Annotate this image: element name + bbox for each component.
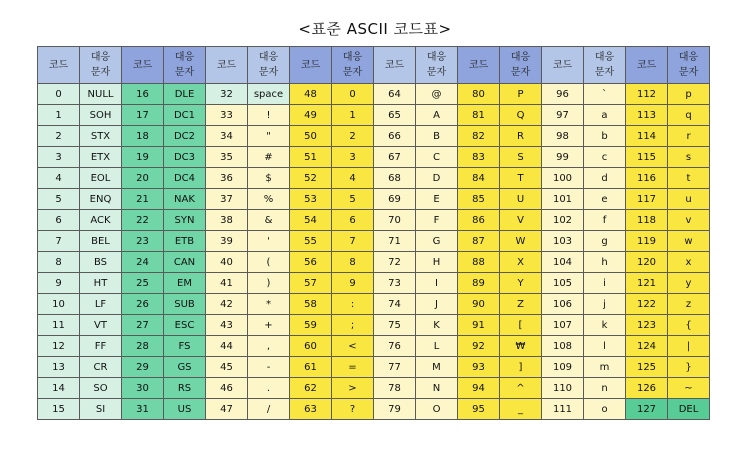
char-cell: d <box>584 168 626 189</box>
char-cell: R <box>500 126 542 147</box>
char-cell: Q <box>500 105 542 126</box>
char-cell: DC2 <box>164 126 206 147</box>
char-cell: U <box>500 189 542 210</box>
code-cell: 115 <box>626 147 668 168</box>
char-cell: S <box>500 147 542 168</box>
code-cell: 8 <box>38 252 80 273</box>
char-cell: 3 <box>332 147 374 168</box>
header-code: 코드 <box>626 47 668 84</box>
char-cell: } <box>668 357 710 378</box>
char-cell: Y <box>500 273 542 294</box>
char-cell: ETB <box>164 231 206 252</box>
char-cell: ACK <box>80 210 122 231</box>
code-cell: 98 <box>542 126 584 147</box>
code-cell: 26 <box>122 294 164 315</box>
code-cell: 97 <box>542 105 584 126</box>
char-cell: CAN <box>164 252 206 273</box>
code-cell: 101 <box>542 189 584 210</box>
char-cell: SO <box>80 378 122 399</box>
code-cell: 22 <box>122 210 164 231</box>
table-row <box>38 378 710 399</box>
code-cell: 83 <box>458 147 500 168</box>
code-cell: 13 <box>38 357 80 378</box>
code-cell: 71 <box>374 231 416 252</box>
code-cell: 67 <box>374 147 416 168</box>
code-cell: 72 <box>374 252 416 273</box>
code-cell: 60 <box>290 336 332 357</box>
code-cell: 119 <box>626 231 668 252</box>
code-cell: 103 <box>542 231 584 252</box>
char-cell: | <box>668 336 710 357</box>
char-cell: J <box>416 294 458 315</box>
header-char: 대응 문자 <box>668 47 710 84</box>
char-cell: v <box>668 210 710 231</box>
code-cell: 59 <box>290 315 332 336</box>
char-cell: q <box>668 105 710 126</box>
char-cell: ` <box>584 84 626 105</box>
code-cell: 29 <box>122 357 164 378</box>
char-cell: m <box>584 357 626 378</box>
table-row <box>38 273 710 294</box>
char-cell: * <box>248 294 290 315</box>
table-row <box>38 168 710 189</box>
header-code: 코드 <box>458 47 500 84</box>
header-char: 대응 문자 <box>500 47 542 84</box>
code-cell: 92 <box>458 336 500 357</box>
char-cell: VT <box>80 315 122 336</box>
code-cell: 1 <box>38 105 80 126</box>
header-char: 대응 문자 <box>164 47 206 84</box>
char-cell: r <box>668 126 710 147</box>
char-cell: f <box>584 210 626 231</box>
code-cell: 69 <box>374 189 416 210</box>
char-cell: + <box>248 315 290 336</box>
code-cell: 46 <box>206 378 248 399</box>
table-row <box>38 252 710 273</box>
code-cell: 44 <box>206 336 248 357</box>
code-cell: 120 <box>626 252 668 273</box>
code-cell: 31 <box>122 399 164 420</box>
char-cell: FS <box>164 336 206 357</box>
char-cell: 5 <box>332 189 374 210</box>
code-cell: 91 <box>458 315 500 336</box>
char-cell: SOH <box>80 105 122 126</box>
code-cell: 4 <box>38 168 80 189</box>
char-cell: = <box>332 357 374 378</box>
code-cell: 57 <box>290 273 332 294</box>
char-cell: t <box>668 168 710 189</box>
code-cell: 87 <box>458 231 500 252</box>
table-row <box>38 210 710 231</box>
code-cell: 95 <box>458 399 500 420</box>
code-cell: 125 <box>626 357 668 378</box>
code-cell: 79 <box>374 399 416 420</box>
code-cell: 124 <box>626 336 668 357</box>
char-cell: EOL <box>80 168 122 189</box>
table-row <box>38 336 710 357</box>
code-cell: 21 <box>122 189 164 210</box>
char-cell: C <box>416 147 458 168</box>
char-cell: b <box>584 126 626 147</box>
char-cell: > <box>332 378 374 399</box>
char-cell: CR <box>80 357 122 378</box>
char-cell: DEL <box>668 399 710 420</box>
code-cell: 65 <box>374 105 416 126</box>
code-cell: 117 <box>626 189 668 210</box>
header-char: 대응 문자 <box>248 47 290 84</box>
char-cell: K <box>416 315 458 336</box>
code-cell: 49 <box>290 105 332 126</box>
char-cell: k <box>584 315 626 336</box>
code-cell: 24 <box>122 252 164 273</box>
char-cell: ESC <box>164 315 206 336</box>
code-cell: 48 <box>290 84 332 105</box>
code-cell: 7 <box>38 231 80 252</box>
code-cell: 64 <box>374 84 416 105</box>
code-cell: 23 <box>122 231 164 252</box>
code-cell: 41 <box>206 273 248 294</box>
header-char: 대응 문자 <box>416 47 458 84</box>
header-code: 코드 <box>374 47 416 84</box>
code-cell: 109 <box>542 357 584 378</box>
char-cell: NAK <box>164 189 206 210</box>
code-cell: 32 <box>206 84 248 105</box>
code-cell: 0 <box>38 84 80 105</box>
code-cell: 66 <box>374 126 416 147</box>
header-code: 코드 <box>542 47 584 84</box>
code-cell: 27 <box>122 315 164 336</box>
char-cell: 8 <box>332 252 374 273</box>
code-cell: 121 <box>626 273 668 294</box>
char-cell: < <box>332 336 374 357</box>
code-cell: 2 <box>38 126 80 147</box>
code-cell: 42 <box>206 294 248 315</box>
code-cell: 123 <box>626 315 668 336</box>
code-cell: 105 <box>542 273 584 294</box>
code-cell: 56 <box>290 252 332 273</box>
table-row <box>38 315 710 336</box>
char-cell: c <box>584 147 626 168</box>
code-cell: 107 <box>542 315 584 336</box>
header-code: 코드 <box>206 47 248 84</box>
code-cell: 90 <box>458 294 500 315</box>
code-cell: 75 <box>374 315 416 336</box>
char-cell: D <box>416 168 458 189</box>
code-cell: 28 <box>122 336 164 357</box>
code-cell: 84 <box>458 168 500 189</box>
char-cell: DC4 <box>164 168 206 189</box>
char-cell: W <box>500 231 542 252</box>
char-cell: ; <box>332 315 374 336</box>
char-cell: G <box>416 231 458 252</box>
char-cell: s <box>668 147 710 168</box>
code-cell: 127 <box>626 399 668 420</box>
code-cell: 10 <box>38 294 80 315</box>
char-cell: w <box>668 231 710 252</box>
char-cell: BEL <box>80 231 122 252</box>
code-cell: 113 <box>626 105 668 126</box>
code-cell: 110 <box>542 378 584 399</box>
code-cell: 68 <box>374 168 416 189</box>
char-cell: . <box>248 378 290 399</box>
code-cell: 100 <box>542 168 584 189</box>
char-cell: u <box>668 189 710 210</box>
code-cell: 112 <box>626 84 668 105</box>
char-cell: I <box>416 273 458 294</box>
char-cell: A <box>416 105 458 126</box>
char-cell: h <box>584 252 626 273</box>
char-cell: STX <box>80 126 122 147</box>
char-cell: ETX <box>80 147 122 168</box>
char-cell: P <box>500 84 542 105</box>
code-cell: 76 <box>374 336 416 357</box>
char-cell: & <box>248 210 290 231</box>
char-cell: p <box>668 84 710 105</box>
code-cell: 73 <box>374 273 416 294</box>
code-cell: 78 <box>374 378 416 399</box>
code-cell: 106 <box>542 294 584 315</box>
char-cell: ^ <box>500 378 542 399</box>
code-cell: 54 <box>290 210 332 231</box>
code-cell: 51 <box>290 147 332 168</box>
ascii-table-header <box>38 47 710 84</box>
header-char: 대응 문자 <box>80 47 122 84</box>
code-cell: 63 <box>290 399 332 420</box>
header-code: 코드 <box>122 47 164 84</box>
char-cell: ₩ <box>500 336 542 357</box>
code-cell: 15 <box>38 399 80 420</box>
code-cell: 88 <box>458 252 500 273</box>
code-cell: 39 <box>206 231 248 252</box>
code-cell: 18 <box>122 126 164 147</box>
char-cell: 9 <box>332 273 374 294</box>
char-cell: ! <box>248 105 290 126</box>
code-cell: 122 <box>626 294 668 315</box>
table-row <box>38 399 710 420</box>
char-cell: l <box>584 336 626 357</box>
char-cell: SUB <box>164 294 206 315</box>
char-cell: z <box>668 294 710 315</box>
char-cell: ] <box>500 357 542 378</box>
code-cell: 14 <box>38 378 80 399</box>
code-cell: 77 <box>374 357 416 378</box>
code-cell: 99 <box>542 147 584 168</box>
code-cell: 43 <box>206 315 248 336</box>
char-cell: US <box>164 399 206 420</box>
code-cell: 36 <box>206 168 248 189</box>
code-cell: 96 <box>542 84 584 105</box>
char-cell: - <box>248 357 290 378</box>
code-cell: 50 <box>290 126 332 147</box>
code-cell: 52 <box>290 168 332 189</box>
code-cell: 55 <box>290 231 332 252</box>
char-cell: i <box>584 273 626 294</box>
ascii-table-body <box>38 84 710 420</box>
char-cell: SYN <box>164 210 206 231</box>
table-row <box>38 105 710 126</box>
char-cell: a <box>584 105 626 126</box>
char-cell: M <box>416 357 458 378</box>
code-cell: 70 <box>374 210 416 231</box>
char-cell: X <box>500 252 542 273</box>
code-cell: 86 <box>458 210 500 231</box>
code-cell: 104 <box>542 252 584 273</box>
char-cell: T <box>500 168 542 189</box>
char-cell: ENQ <box>80 189 122 210</box>
char-cell: _ <box>500 399 542 420</box>
code-cell: 37 <box>206 189 248 210</box>
char-cell: x <box>668 252 710 273</box>
char-cell: ? <box>332 399 374 420</box>
char-cell: , <box>248 336 290 357</box>
code-cell: 85 <box>458 189 500 210</box>
char-cell: n <box>584 378 626 399</box>
char-cell: " <box>248 126 290 147</box>
char-cell: [ <box>500 315 542 336</box>
code-cell: 35 <box>206 147 248 168</box>
code-cell: 47 <box>206 399 248 420</box>
code-cell: 82 <box>458 126 500 147</box>
char-cell: / <box>248 399 290 420</box>
table-row <box>38 189 710 210</box>
page-title: <표준 ASCII 코드표> <box>298 20 452 38</box>
char-cell: NULL <box>80 84 122 105</box>
code-cell: 93 <box>458 357 500 378</box>
code-cell: 20 <box>122 168 164 189</box>
char-cell: N <box>416 378 458 399</box>
char-cell: 0 <box>332 84 374 105</box>
char-cell: 6 <box>332 210 374 231</box>
char-cell: g <box>584 231 626 252</box>
code-cell: 62 <box>290 378 332 399</box>
char-cell: O <box>416 399 458 420</box>
char-cell: j <box>584 294 626 315</box>
char-cell: 4 <box>332 168 374 189</box>
char-cell: { <box>668 315 710 336</box>
code-cell: 58 <box>290 294 332 315</box>
char-cell: E <box>416 189 458 210</box>
char-cell: L <box>416 336 458 357</box>
char-cell: space <box>248 84 290 105</box>
code-cell: 25 <box>122 273 164 294</box>
table-row <box>38 147 710 168</box>
code-cell: 94 <box>458 378 500 399</box>
char-cell: : <box>332 294 374 315</box>
code-cell: 111 <box>542 399 584 420</box>
char-cell: GS <box>164 357 206 378</box>
code-cell: 16 <box>122 84 164 105</box>
char-cell: DC1 <box>164 105 206 126</box>
char-cell: # <box>248 147 290 168</box>
header-char: 대응 문자 <box>584 47 626 84</box>
code-cell: 11 <box>38 315 80 336</box>
code-cell: 6 <box>38 210 80 231</box>
char-cell: Z <box>500 294 542 315</box>
char-cell: SI <box>80 399 122 420</box>
code-cell: 74 <box>374 294 416 315</box>
char-cell: V <box>500 210 542 231</box>
code-cell: 89 <box>458 273 500 294</box>
char-cell: RS <box>164 378 206 399</box>
char-cell: FF <box>80 336 122 357</box>
header-char: 대응 문자 <box>332 47 374 84</box>
char-cell: ~ <box>668 378 710 399</box>
char-cell: % <box>248 189 290 210</box>
char-cell: B <box>416 126 458 147</box>
table-row <box>38 84 710 105</box>
header-code: 코드 <box>38 47 80 84</box>
char-cell: o <box>584 399 626 420</box>
char-cell: ' <box>248 231 290 252</box>
char-cell: HT <box>80 273 122 294</box>
char-cell: y <box>668 273 710 294</box>
code-cell: 5 <box>38 189 80 210</box>
table-row <box>38 231 710 252</box>
ascii-table <box>37 46 710 420</box>
char-cell: DC3 <box>164 147 206 168</box>
code-cell: 19 <box>122 147 164 168</box>
code-cell: 81 <box>458 105 500 126</box>
code-cell: 108 <box>542 336 584 357</box>
header-row <box>38 47 710 84</box>
code-cell: 12 <box>38 336 80 357</box>
code-cell: 114 <box>626 126 668 147</box>
code-cell: 40 <box>206 252 248 273</box>
table-row <box>38 357 710 378</box>
code-cell: 17 <box>122 105 164 126</box>
code-cell: 38 <box>206 210 248 231</box>
char-cell: 1 <box>332 105 374 126</box>
code-cell: 3 <box>38 147 80 168</box>
char-cell: @ <box>416 84 458 105</box>
header-code: 코드 <box>290 47 332 84</box>
char-cell: EM <box>164 273 206 294</box>
char-cell: e <box>584 189 626 210</box>
code-cell: 118 <box>626 210 668 231</box>
code-cell: 33 <box>206 105 248 126</box>
code-cell: 9 <box>38 273 80 294</box>
char-cell: F <box>416 210 458 231</box>
char-cell: LF <box>80 294 122 315</box>
code-cell: 53 <box>290 189 332 210</box>
code-cell: 80 <box>458 84 500 105</box>
char-cell: 7 <box>332 231 374 252</box>
code-cell: 116 <box>626 168 668 189</box>
char-cell: H <box>416 252 458 273</box>
code-cell: 30 <box>122 378 164 399</box>
char-cell: 2 <box>332 126 374 147</box>
char-cell: ( <box>248 252 290 273</box>
code-cell: 102 <box>542 210 584 231</box>
char-cell: $ <box>248 168 290 189</box>
char-cell: ) <box>248 273 290 294</box>
code-cell: 34 <box>206 126 248 147</box>
table-row <box>38 126 710 147</box>
char-cell: DLE <box>164 84 206 105</box>
char-cell: BS <box>80 252 122 273</box>
code-cell: 45 <box>206 357 248 378</box>
table-row <box>38 294 710 315</box>
code-cell: 126 <box>626 378 668 399</box>
code-cell: 61 <box>290 357 332 378</box>
